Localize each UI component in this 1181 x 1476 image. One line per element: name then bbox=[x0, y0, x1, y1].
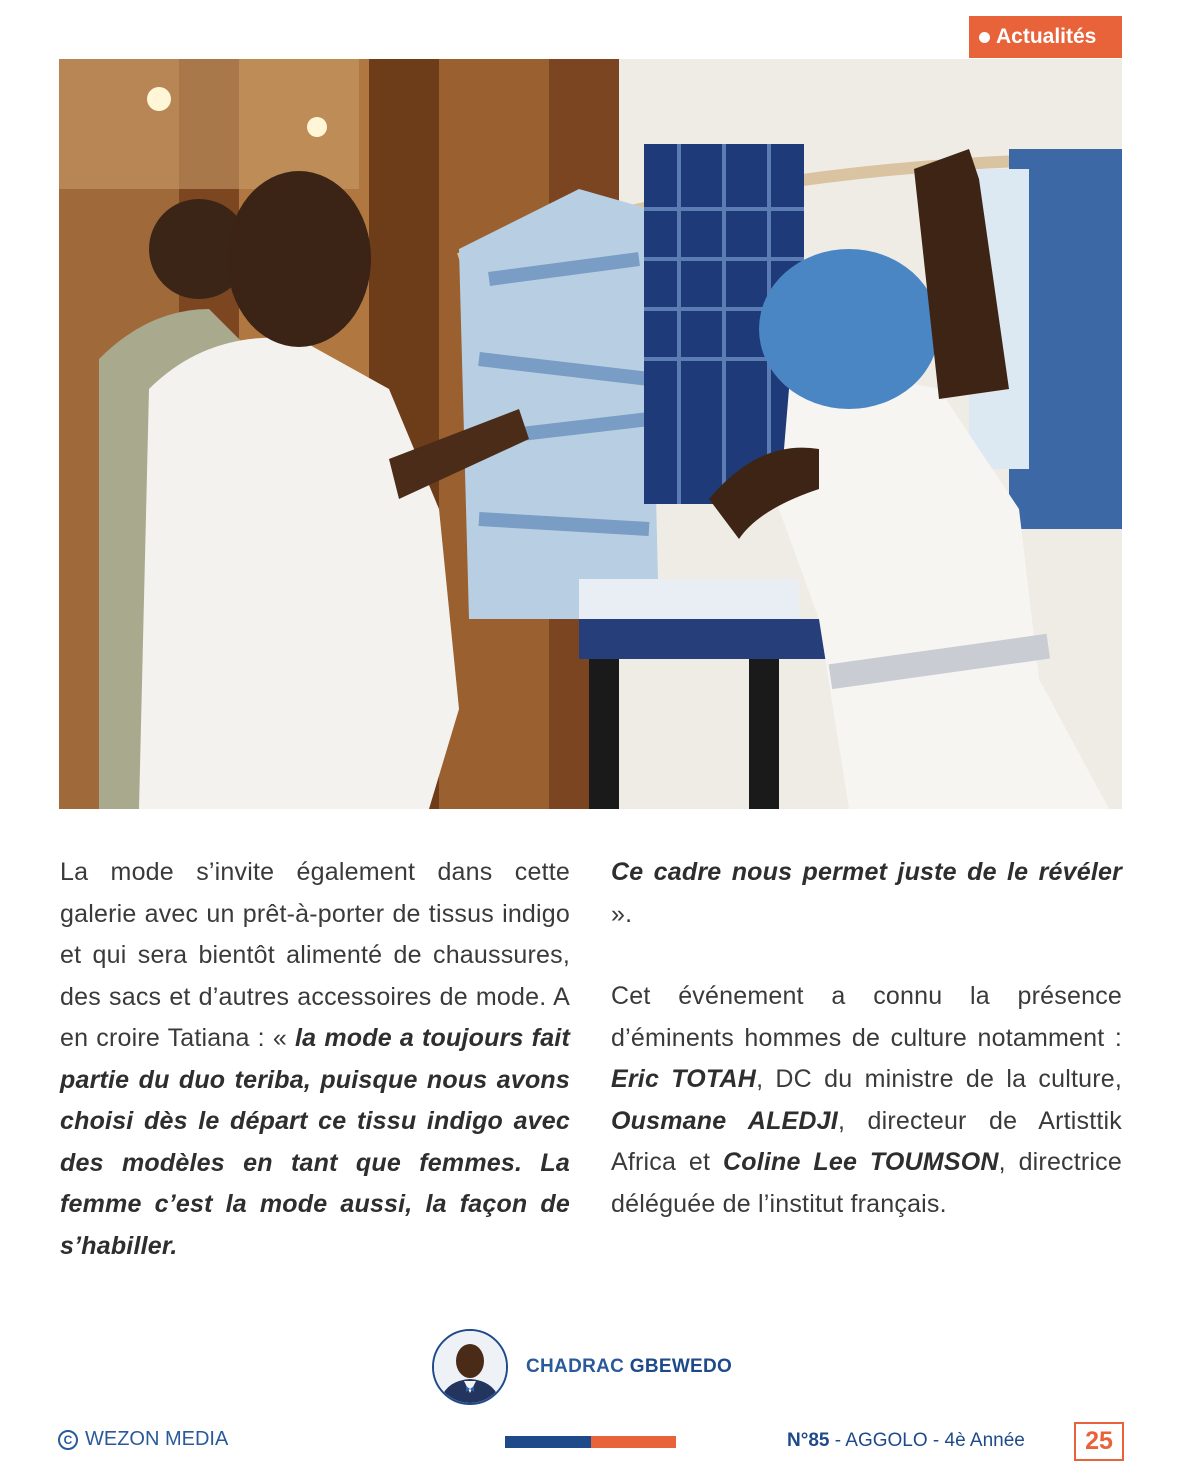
author-name bbox=[526, 1356, 732, 1378]
copyright-icon: C bbox=[58, 1430, 78, 1450]
issue-details: - AGGOLO - 4è Année bbox=[829, 1430, 1025, 1451]
author-last-name: GBEWEDO bbox=[629, 1356, 733, 1377]
quote-close-text: ». bbox=[611, 899, 633, 928]
guest-name-1: Eric TOTAH bbox=[611, 1065, 757, 1093]
paragraph-intro bbox=[60, 852, 570, 1267]
footer-color-bar bbox=[505, 1436, 676, 1448]
paragraph-quote-end bbox=[611, 852, 1122, 935]
paragraph-gap bbox=[611, 935, 1122, 976]
guests-text-a: Cet événement a connu la présence d’éminents hommes de culture notamment : bbox=[611, 982, 1122, 1052]
guest-name-2: Ousmane ALEDJI bbox=[611, 1106, 838, 1135]
article-column-left bbox=[60, 852, 570, 1267]
page-number: 25 bbox=[1074, 1422, 1124, 1461]
paragraph-guests bbox=[611, 976, 1122, 1225]
footer-publisher bbox=[58, 1428, 228, 1451]
guests-text-d: , directrice déléguée de l’institut français. bbox=[611, 1148, 1122, 1218]
article-photo bbox=[59, 59, 1122, 809]
guests-text-c: , directeur de Artisttik Africa et bbox=[611, 1106, 1122, 1176]
section-tag bbox=[969, 16, 1122, 58]
author-first-name: CHADRAC bbox=[526, 1356, 625, 1377]
footer-issue-info bbox=[787, 1430, 1025, 1452]
quote-text: la mode a toujours fait partie du duo teriba, puisque nous avons choisi dès le départ ce tissu indigo avec des modèles en tant que femmes. La femme c’est la mode aussi, la façon de s’habiller. bbox=[60, 1024, 570, 1260]
photo-illustration bbox=[59, 59, 1122, 809]
publisher-name: WEZON MEDIA bbox=[85, 1428, 229, 1450]
issue-number: N°85 bbox=[787, 1430, 830, 1451]
avatar bbox=[432, 1329, 508, 1405]
footer-bar-blue bbox=[505, 1436, 591, 1448]
intro-text: La mode s’invite également dans cette galerie avec un prêt-à-porter de tissus indigo et qui sera bientôt alimenté de chaussures, des sacs et d’autres accessoires de mode. A en croire Tatiana : « bbox=[60, 858, 570, 1052]
author-portrait-icon bbox=[434, 1331, 506, 1403]
article-column-right bbox=[611, 852, 1122, 1225]
guests-text-b: , DC du ministre de la culture, bbox=[756, 1065, 1122, 1093]
guest-name-3: Coline Lee TOUMSON bbox=[722, 1148, 999, 1176]
author-byline bbox=[432, 1329, 732, 1405]
bullet-icon bbox=[979, 32, 990, 43]
quote-end-text: Ce cadre nous permet juste de le révéler bbox=[611, 858, 1122, 886]
footer-bar-orange bbox=[591, 1436, 676, 1448]
section-label: Actualités bbox=[996, 25, 1097, 48]
